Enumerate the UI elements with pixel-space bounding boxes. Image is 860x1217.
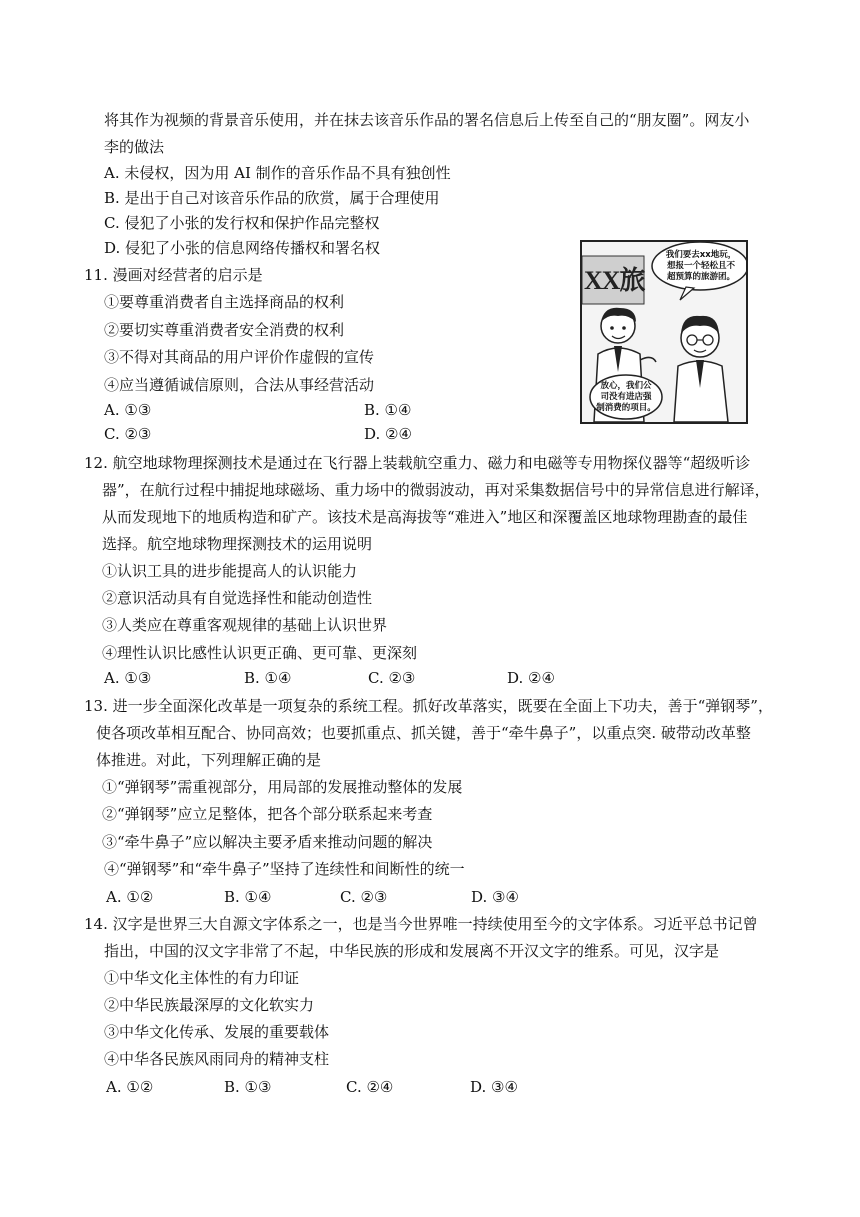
q14-stem-line-1: 14. 汉字是世界三大自源文字体系之一，也是当今世界唯一持续使用至今的文字体系。习近平总书记曾 xyxy=(84,915,758,933)
q12-option-b: B. ①④ xyxy=(244,669,292,687)
q12-stem-line-2: 器”，在航行过程中捕捉地球磁场、重力场中的微弱波动，再对采集数据信号中的异常信息进行解译， xyxy=(102,481,770,499)
q13-item-1: ①“弹钢琴”需重视部分，用局部的发展推动整体的发展 xyxy=(102,778,463,796)
q14-item-2: ②中华民族最深厚的文化软实力 xyxy=(104,996,315,1014)
q13-stem-line-1: 13. 进一步全面深化改革是一项复杂的系统工程。抓好改革落实，既要在全面上下功夫，善于“弹钢琴”， xyxy=(84,697,773,715)
q14-option-c: C. ②④ xyxy=(346,1078,394,1096)
comic-bubble-bottom-line-1: 放心，我们公 xyxy=(600,381,652,391)
q14-item-3: ③中华文化传承、发展的重要载体 xyxy=(104,1023,330,1041)
q10-stem-line-2: 李的做法 xyxy=(104,138,165,156)
q11-option-a: A. ①③ xyxy=(104,401,152,419)
q11-item-1: ①要尊重消费者自主选择商品的权利 xyxy=(104,293,345,311)
q11-item-4: ④应当遵循诚信原则，合法从事经营活动 xyxy=(104,376,375,394)
q10-option-b: B. 是出于自己对该音乐作品的欣赏，属于合理使用 xyxy=(104,189,440,207)
q12-stem-line-1: 12. 航空地球物理探测技术是通过在飞行器上装载航空重力、磁力和电磁等专用物探仪器等“超级听诊 xyxy=(84,454,751,472)
q12-option-c: C. ②③ xyxy=(368,669,416,687)
comic-banner-text: XX旅 xyxy=(584,266,645,295)
comic-bubble-top-line-2: 想报一个轻松且不 xyxy=(666,261,735,271)
q13-option-a: A. ①② xyxy=(106,888,154,906)
q12-stem-line-3: 从而发现地下的地质构造和矿产。该技术是高海拔等“难进入”地区和深覆盖区地球物理勘查的最佳 xyxy=(102,508,748,526)
comic-illustration xyxy=(580,240,748,424)
q13-option-b: B. ①④ xyxy=(224,888,272,906)
q11-option-c: C. ②③ xyxy=(104,425,152,443)
q10-option-d: D. 侵犯了小张的信息网络传播权和署名权 xyxy=(104,239,381,257)
q12-item-2: ②意识活动具有自觉选择性和能动创造性 xyxy=(102,589,373,607)
q11-stem: 11. 漫画对经营者的启示是 xyxy=(84,266,263,284)
q13-stem-line-3: 体推进。对此，下列理解正确的是 xyxy=(96,751,322,769)
q10-option-a: A. 未侵权，因为用 AI 制作的音乐作品不具有独创性 xyxy=(104,164,451,182)
q13-item-4: ④“弹钢琴”和“牵牛鼻子”坚持了连续性和间断性的统一 xyxy=(104,860,465,878)
q13-stem-line-2: 使各项改革相互配合、协同高效；也要抓重点、抓关键，善于“牵牛鼻子”，以重点突. 破带动改革整 xyxy=(96,724,751,742)
q13-item-3: ③“牵牛鼻子”应以解决主要矛盾来推动问题的解决 xyxy=(102,833,433,851)
q10-stem-line-1: 将其作为视频的背景音乐使用，并在抹去该音乐作品的署名信息后上传至自己的“朋友圈”。网友小 xyxy=(104,111,750,129)
q10-option-c: C. 侵犯了小张的发行权和保护作品完整权 xyxy=(104,214,380,232)
q11-item-3: ③不得对其商品的用户评价作虚假的宣传 xyxy=(104,348,375,366)
q14-option-a: A. ①② xyxy=(106,1078,154,1096)
q14-stem-line-2: 指出，中国的汉文字非常了不起，中华民族的形成和发展离不开汉文字的维系。可见，汉字是 xyxy=(104,942,720,960)
q11-item-2: ②要切实尊重消费者安全消费的权利 xyxy=(104,321,345,339)
q13-option-c: C. ②③ xyxy=(340,888,388,906)
comic-bubble-bottom-line-3: 制消费的项目。 xyxy=(596,403,656,413)
q11-option-b: B. ①④ xyxy=(364,401,412,419)
q14-option-d: D. ③④ xyxy=(470,1078,518,1096)
q12-option-d: D. ②④ xyxy=(507,669,555,687)
comic-bubble-top-line-3: 超预算的旅游团。 xyxy=(666,272,735,282)
comic-bubble-bottom-line-2: 司没有进店强 xyxy=(600,392,652,402)
q14-item-4: ④中华各民族风雨同舟的精神支柱 xyxy=(104,1050,330,1068)
q14-option-b: B. ①③ xyxy=(224,1078,272,1096)
q12-item-1: ①认识工具的进步能提高人的认识能力 xyxy=(102,562,358,580)
q13-option-d: D. ③④ xyxy=(471,888,519,906)
q12-item-4: ④理性认识比感性认识更正确、更可靠、更深刻 xyxy=(102,644,418,662)
q12-option-a: A. ①③ xyxy=(104,669,152,687)
q12-stem-line-4: 选择。航空地球物理探测技术的运用说明 xyxy=(102,535,373,553)
comic-bubble-top-line-1: 我们要去xx地玩， xyxy=(665,250,737,260)
q14-item-1: ①中华文化主体性的有力印证 xyxy=(104,969,300,987)
q11-option-d: D. ②④ xyxy=(364,425,412,443)
q12-item-3: ③人类应在尊重客观规律的基础上认识世界 xyxy=(102,616,388,634)
q13-item-2: ②“弹钢琴”应立足整体，把各个部分联系起来考查 xyxy=(102,805,433,823)
